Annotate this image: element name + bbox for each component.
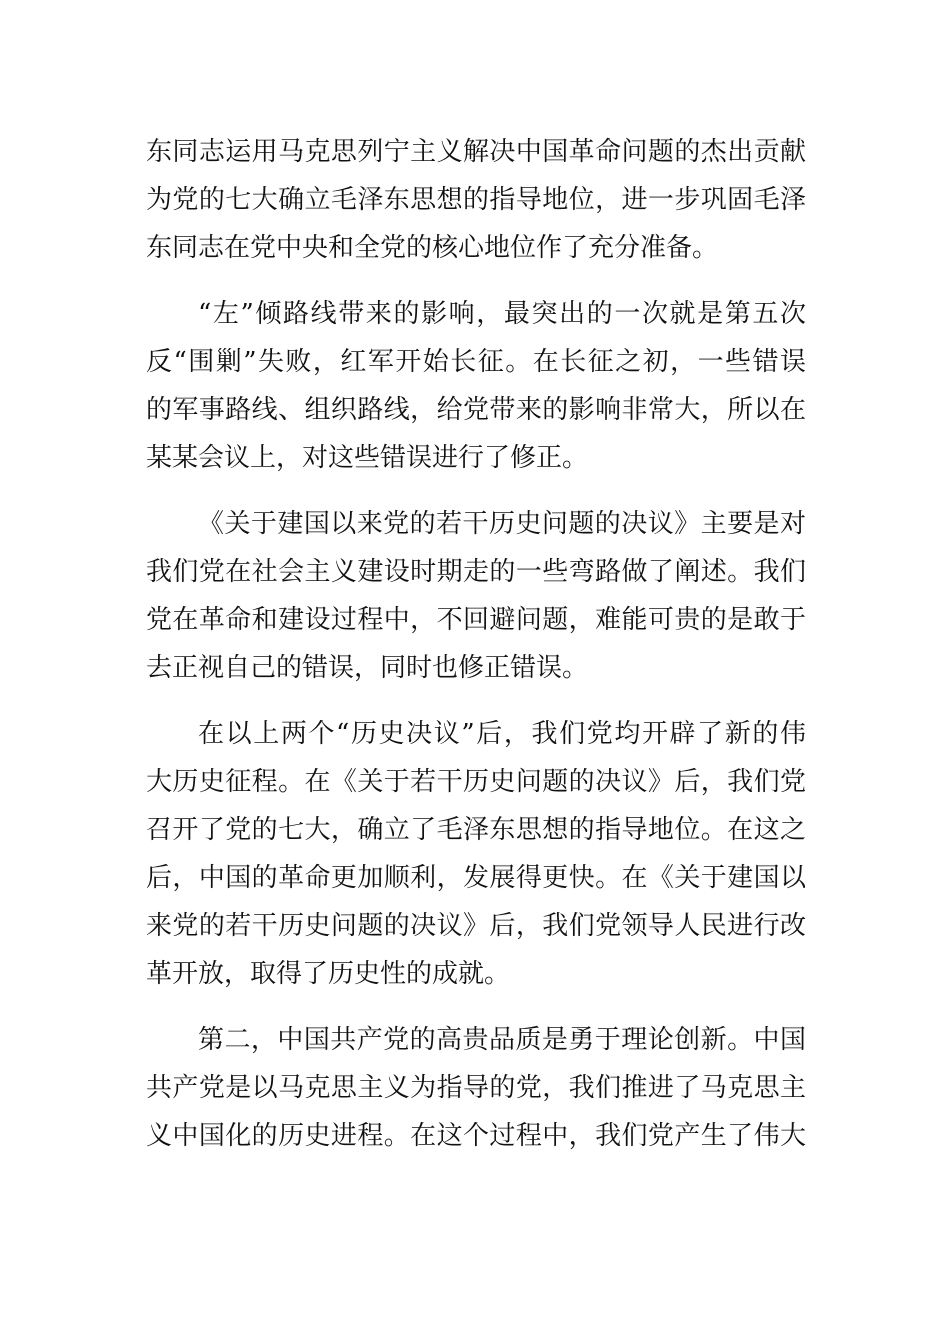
text-line: 去正视自己的错误，同时也修正错误。 (146, 653, 589, 683)
paragraph-gap (146, 692, 806, 710)
paragraph-gap (146, 272, 806, 290)
text-line: 革开放，取得了历史性的成就。 (146, 959, 511, 989)
text-line: 东同志在党中央和全党的核心地位作了充分准备。 (146, 233, 719, 263)
text-line: 《关于建国以来党的若干历史问题的决议》主要是对 (198, 509, 806, 539)
paragraph-gap (146, 998, 806, 1016)
text-line: 在以上两个“历史决议”后，我们党均开辟了新的伟 (198, 719, 806, 749)
text-line: 第二，中国共产党的高贵品质是勇于理论创新。中国 (198, 1025, 806, 1055)
paragraph-gap (146, 482, 806, 500)
text-line: 共产党是以马克思主义为指导的党，我们推进了马克思主 (146, 1073, 806, 1103)
text-line: 党在革命和建设过程中，不回避问题，难能可贵的是敢于 (146, 605, 806, 635)
text-column (146, 128, 806, 1160)
text-line: 的军事路线、组织路线，给党带来的影响非常大，所以在 (146, 395, 806, 425)
text-line: 我们党在社会主义建设时期走的一些弯路做了阐述。我们 (146, 557, 806, 587)
text-line: 来党的若干历史问题的决议》后，我们党领导人民进行改 (146, 911, 806, 941)
text-line: 某某会议上，对这些错误进行了修正。 (146, 443, 589, 473)
text-line: 后，中国的革命更加顺利，发展得更快。在《关于建国以 (146, 863, 806, 893)
paragraph-1 (146, 128, 806, 272)
text-line: 东同志运用马克思列宁主义解决中国革命问题的杰出贡献 (146, 137, 806, 167)
text-line: 大历史征程。在《关于若干历史问题的决议》后，我们党 (146, 767, 806, 797)
paragraph-3 (146, 500, 806, 692)
text-line: 反“围剿”失败，红军开始长征。在长征之初，一些错误 (146, 347, 806, 377)
paragraph-4 (146, 710, 806, 998)
text-line: 为党的七大确立毛泽东思想的指导地位，进一步巩固毛泽 (146, 185, 806, 215)
text-line: “左”倾路线带来的影响，最突出的一次就是第五次 (198, 299, 806, 329)
text-line: 义中国化的历史进程。在这个过程中，我们党产生了伟大 (146, 1121, 806, 1151)
text-line: 召开了党的七大，确立了毛泽东思想的指导地位。在这之 (146, 815, 806, 845)
paragraph-5 (146, 1016, 806, 1160)
paragraph-2 (146, 290, 806, 482)
